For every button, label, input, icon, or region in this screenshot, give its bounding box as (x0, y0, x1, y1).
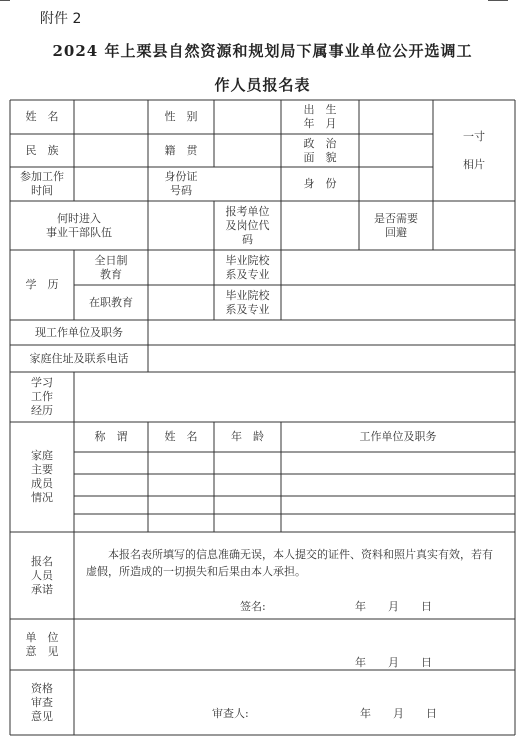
fulltime-education-label: 全日制 教育 (94, 253, 128, 281)
family-col-work: 工作单位及职务 (359, 430, 437, 443)
review-opinion-label: 资格 审查 意见 (31, 681, 53, 723)
inservice-school-label: 毕业院校 系及专业 (225, 288, 270, 316)
signature-label: 签名: (240, 600, 266, 613)
family-row[interactable] (74, 514, 515, 532)
unit-opinion-date: 年 月 日 (355, 656, 432, 669)
gender-label: 性 别 (164, 110, 198, 123)
photo-box[interactable]: 一寸 相片 (463, 129, 485, 171)
family-col-relation: 称 谓 (94, 430, 128, 443)
education-label: 学 历 (25, 278, 59, 291)
address-phone-field[interactable] (148, 345, 515, 372)
inservice-school-field[interactable] (281, 285, 515, 320)
family-row[interactable] (74, 474, 515, 496)
join-time-label: 何时进入 事业干部队伍 (46, 211, 112, 239)
join-time-field[interactable] (148, 201, 214, 250)
resume-label: 学习 工作 经历 (31, 376, 53, 417)
work-start-label: 参加工作 时间 (20, 170, 64, 197)
family-row[interactable] (74, 496, 515, 514)
family-row[interactable] (74, 452, 515, 474)
birth-label: 出 生 年 月 (303, 103, 337, 130)
birth-field[interactable] (359, 100, 433, 134)
attachment-label: 附件 2 (40, 11, 82, 27)
pledge-text: 本报名表所填写的信息准确无误，本人提交的证件、资料和照片真实有效，若有虚假，所造成的一切损失和后果由本人承担。 (86, 548, 493, 578)
inservice-education-field[interactable] (148, 285, 214, 320)
political-status-field[interactable] (359, 134, 433, 167)
apply-unit-field[interactable] (281, 201, 359, 250)
address-phone-label: 家庭住址及联系电话 (29, 351, 129, 365)
resume-field[interactable] (74, 372, 515, 422)
form-title-line2: 作人员报名表 (214, 76, 311, 94)
identity-field[interactable] (359, 167, 433, 201)
fulltime-education-field[interactable] (148, 250, 214, 285)
family-label: 家庭 主要 成员 情况 (31, 449, 53, 504)
native-place-label: 籍 贯 (164, 143, 198, 157)
inservice-education-label: 在职教育 (89, 295, 133, 309)
avoidance-label: 是否需要 回避 (374, 211, 418, 239)
id-number-label: 身份证 号码 (164, 170, 198, 197)
apply-unit-label: 报考单位 及岗位代 码 (225, 204, 270, 246)
current-unit-field[interactable] (148, 320, 515, 345)
ethnicity-field[interactable] (74, 134, 148, 167)
ethnicity-label: 民 族 (25, 143, 59, 157)
name-field[interactable] (74, 100, 148, 134)
unit-opinion-label: 单 位 意 见 (25, 630, 59, 658)
family-col-name: 姓 名 (164, 430, 198, 443)
name-label: 姓 名 (25, 110, 59, 123)
review-date: 年 月 日 (360, 707, 437, 720)
id-number-field[interactable] (214, 167, 281, 201)
form-title-line1: 2024 年上栗县自然资源和规划局下属事业单位公开选调工 (52, 42, 473, 60)
reviewer-label: 审查人: (212, 707, 249, 720)
political-status-label: 政 治 面 貌 (303, 136, 337, 164)
native-place-field[interactable] (214, 134, 281, 167)
avoidance-field[interactable] (433, 201, 515, 250)
gender-field[interactable] (214, 100, 281, 134)
pledge-date: 年 月 日 (355, 600, 432, 613)
fulltime-school-field[interactable] (281, 250, 515, 285)
work-start-field[interactable] (74, 167, 148, 201)
fulltime-school-label: 毕业院校 系及专业 (225, 253, 270, 281)
pledge-label: 报名 人员 承诺 (31, 554, 53, 596)
current-unit-label: 现工作单位及职务 (35, 325, 123, 339)
identity-label: 身 份 (303, 177, 337, 190)
family-col-age: 年 龄 (231, 430, 264, 443)
